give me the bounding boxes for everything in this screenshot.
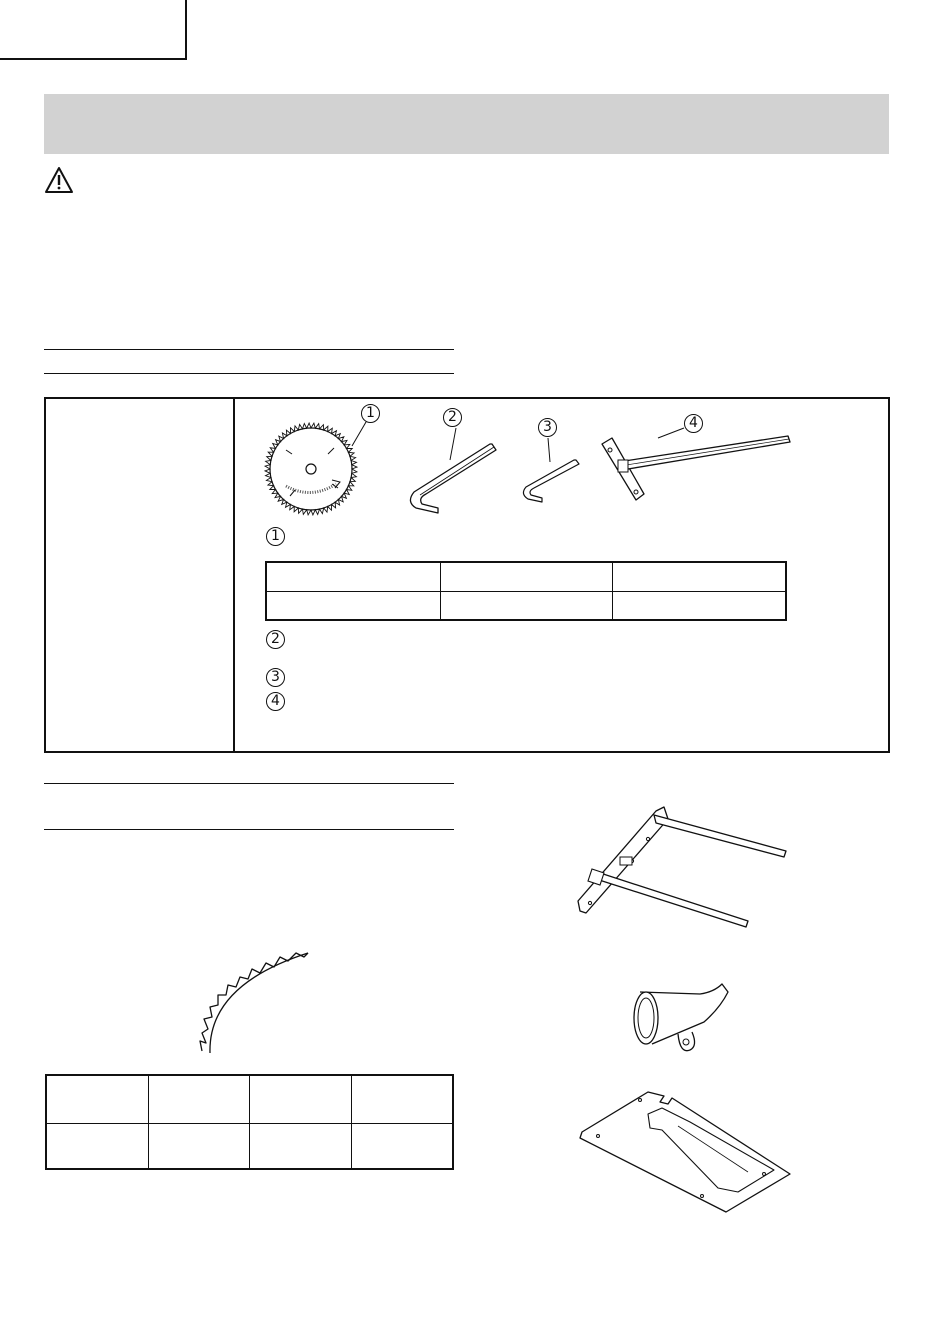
callout-1-leader	[340, 420, 370, 450]
guide-fence-icon	[598, 430, 793, 508]
box-divider	[233, 397, 235, 753]
table-cell	[613, 591, 786, 620]
list-callout-2: 2	[266, 630, 285, 649]
table-cell	[148, 1075, 250, 1123]
table-cell	[148, 1123, 250, 1169]
table-cell	[250, 1075, 352, 1123]
optional-heading-rule-top	[44, 783, 454, 784]
callout-3-leader	[540, 436, 560, 468]
dust-collector-nozzle-icon	[630, 978, 730, 1056]
section-header-band	[44, 94, 889, 154]
blade-spec-table	[265, 561, 787, 621]
callout-4-leader	[650, 424, 690, 444]
callout-2: 2	[443, 408, 462, 427]
callout-3: 3	[538, 418, 557, 437]
saw-blade-segment-icon	[190, 945, 315, 1055]
optional-blade-spec-table	[45, 1074, 454, 1170]
table-cell	[613, 562, 786, 591]
heading-rule-top	[44, 349, 454, 350]
callout-4: 4	[684, 414, 703, 433]
table-cell	[266, 591, 440, 620]
table-cell	[46, 1075, 148, 1123]
table-cell	[440, 562, 613, 591]
callout-1: 1	[361, 404, 380, 423]
table-cell	[266, 562, 440, 591]
table-cell	[351, 1075, 453, 1123]
table-cell	[250, 1123, 352, 1169]
heading-rule-bottom	[44, 373, 454, 374]
table-insert-plate-icon	[578, 1088, 793, 1213]
table-cell	[46, 1123, 148, 1169]
list-callout-4: 4	[266, 692, 285, 711]
list-callout-3: 3	[266, 668, 285, 687]
page-corner-tab	[0, 0, 187, 60]
table-cell	[351, 1123, 453, 1169]
warning-triangle-icon	[44, 166, 74, 194]
list-callout-1: 1	[266, 527, 285, 546]
callout-2-leader	[446, 426, 466, 466]
optional-heading-rule-bottom	[44, 829, 454, 830]
table-cell	[440, 591, 613, 620]
extension-holder-icon	[574, 805, 790, 930]
